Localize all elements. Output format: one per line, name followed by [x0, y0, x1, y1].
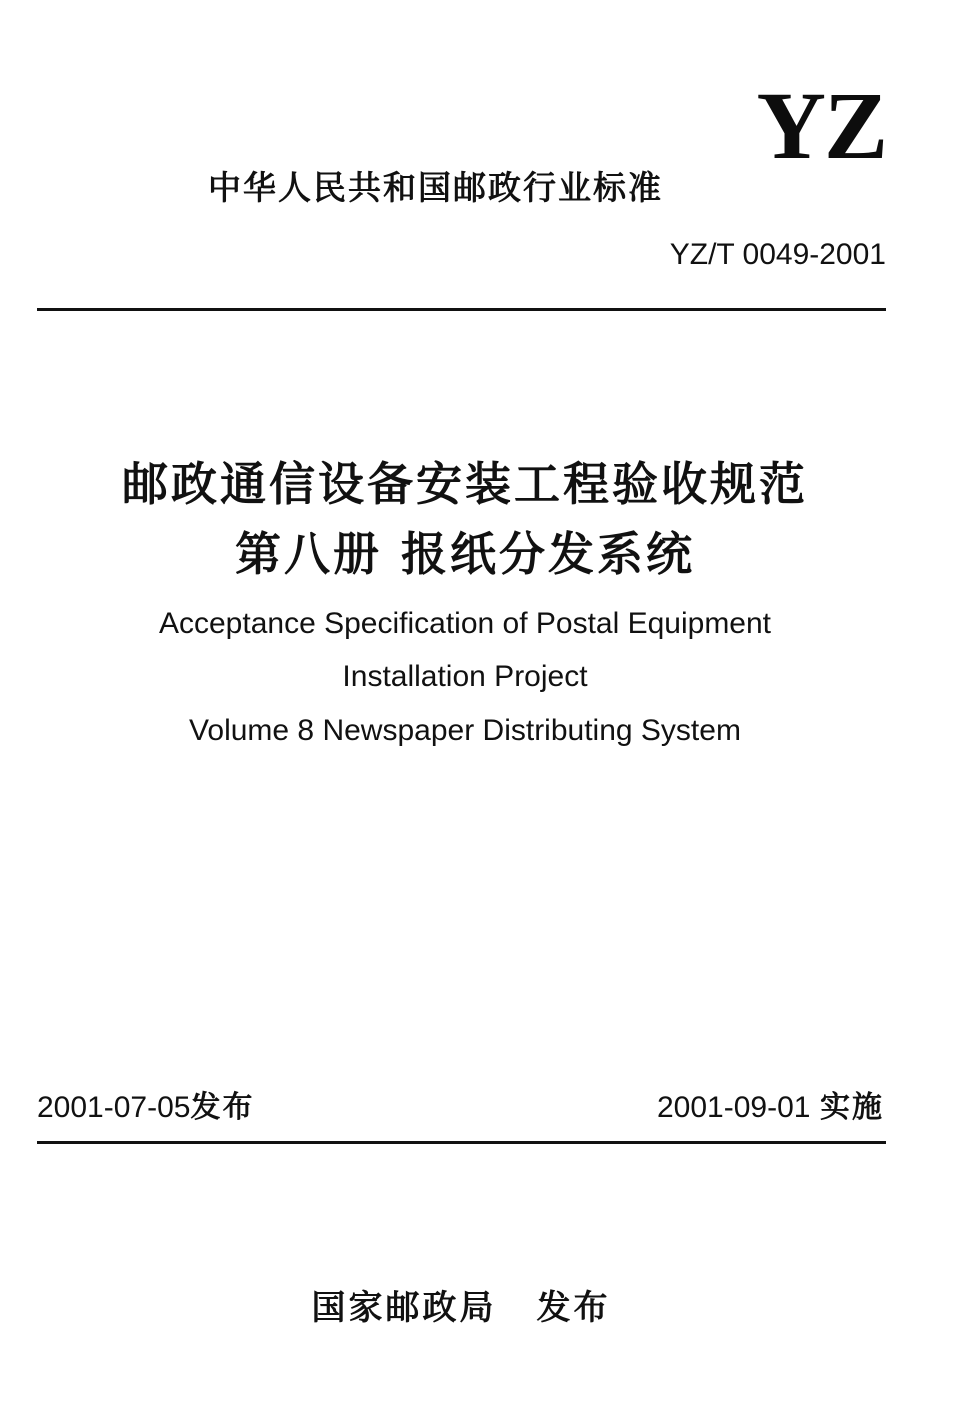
english-title-line-1: Acceptance Specification of Postal Equipment	[158, 607, 772, 640]
implementation-label: 实施	[820, 1090, 884, 1125]
chinese-title-line-2: 第八册 报纸分发系统	[234, 527, 695, 581]
chinese-title-line-1: 邮政通信设备安装工程验收规范	[122, 457, 808, 511]
publisher-name: 国家邮政局	[311, 1288, 497, 1328]
implementation-date: 2001-09-01	[656, 1091, 811, 1124]
publisher-line	[0, 1280, 922, 1329]
issue-label: 发布	[190, 1090, 255, 1125]
top-divider	[37, 308, 886, 311]
standard-category: 中华人民共和国邮政行业标准	[208, 168, 663, 207]
publish-label: 发布	[536, 1288, 611, 1328]
english-title-line-2: Installation Project	[342, 660, 588, 693]
issue-date-block	[37, 1082, 254, 1126]
implementation-date-block	[657, 1082, 884, 1126]
issue-date: 2001-07-05	[37, 1091, 191, 1124]
standard-logo: YZ	[756, 72, 886, 179]
standard-code: YZ/T 0049-2001	[669, 238, 886, 271]
bottom-divider	[37, 1141, 886, 1144]
english-title-line-3: Volume 8 Newspaper Distributing System	[189, 714, 741, 747]
